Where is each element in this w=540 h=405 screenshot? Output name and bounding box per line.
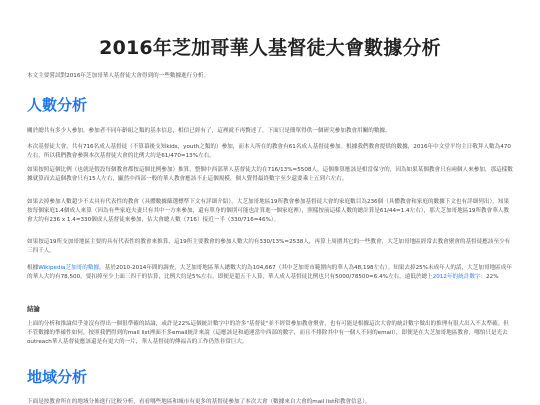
paragraph-region-1: 下面是按教會所在的地域分佈進行比較分析，看看哪些地區和城市有更多的基督徒參加了本次大會（數據來自大會的mail list和教會信息）。 [27,399,371,405]
statistics-2012-link[interactable]: 2012年的統計數字 [432,274,481,280]
intro-text: 本文主要嘗試對2016年芝加哥華人基督徒大會得到的一些數據進行分析。 [27,73,210,79]
page-title: 2016年芝加哥華人基督徒大會數據分析 [99,37,441,59]
section-heading-population: 人數分析 [27,96,88,114]
paragraph-conclusion: 上面的分析和推論似乎並沒有得出一個很準確的結論，或許是22%這個統計數字中的許多"基督徒"並不經常參加教會聚會，也有可能是根據這次大會的統計數字做出的推理有很大出入不太準確。但不管數據的準確性如何，按照我們得到的mail list裡面不多email統計來說（這應該是和通運當中西部的數字，而且不排除其中有一個人不同的email），即便是在大芝加哥地區教會，哪怕只是光去outreach華人基督徒應該還是有更大的一片，華人基督徒的傳福音的工作仍然非常巨大。 [27,321,509,345]
paragraph-1: 關於總共有多少人參加，參加者不同年齡組之類的基本信息，相信已經有了，這裡就不再贅述了，下面只是簡單得供一個研究參加教會用關的數據。 [27,128,391,134]
paragraph-2: 本次基督徒大會，共有716名成人基督徒（不算幕後支知kids，youth之類的）參加，而本人所在的教會有61名成人基督徒參加。根據我們教會提供的數據，2016年中文堂平均主日敬拜人數為470左右，所以我們教會參與本次基督徒大會的比例大約是61/470=13%左右。 [27,144,511,159]
paragraph-3: 如果按照這個比例（也就是假設每個教會都按這個比例參加）推算，整個中西部華人基督徒大約在716/13%=5508人。這個推算應該是相當保守的，因為如果某個教會只有兩個人來參加，那這樣數據就算而去這個教會只有15人左右，顯然中西部一般的華人教會應該不止這個規模，個人覺得最終數字至少還要乘上五到六左右。 [27,167,513,182]
paragraph-6-suffix: ：22% [480,274,499,280]
paragraph-6-prefix: 根據 [27,265,39,271]
section-heading-region: 地域分析 [27,368,88,386]
paragraph-4: 如果去掉參加人數超少不太具有代表性的教會（具體數據篩選標準下文有詳細介紹），大芝加哥地區19所教會參加基督徒大會的家庭數目為236個（具體教會和家庭的數據下文也有詳細列出），知果按每個家庭1.4個成人來算（因為有些家庭夫妻只有其中一方來參加，還有單身的個別可能也計算進一個家庭裡），照樣按前這樣人數的總計算是61/44=1.4左右），那大芝加哥地區19所教會華人教會大約有236 x 1.4=330個成人基督徒來參加，佔大會總人數（716）接近一半（330/716=46%）。 [27,199,510,223]
paragraph-5: 如果按這19所支加哥地區主要的具有代表性的教會來推算，這19所主要教會的參加人數大約有330/13%=2538人，再算上周圍其它的一些教會，大芝加哥地區經常去教會聚會的基督徒應該至少有三四千人。 [27,239,511,254]
wikipedia-chicago-link[interactable]: Wikipedia芝加哥的數據 [38,265,100,271]
paragraph-6 [27,264,513,291]
conclusion-heading: 結論 [27,305,40,313]
paragraph-6-body: ，基於2010-2014年間的調查，大芝加哥地區華人總數大約為104,667（其中芝加哥市範圍內的華人為48,198左右）。知果去掉25%未成年人的話，大芝加哥地區成年的華人大約有78,500，要扣掉至少上面三四千的估算，比例大約是5%左右。即便是超五千人算，華人成人基督徒比例也只有5000/78500=6.4%左右，遠低於總上 [27,265,512,280]
